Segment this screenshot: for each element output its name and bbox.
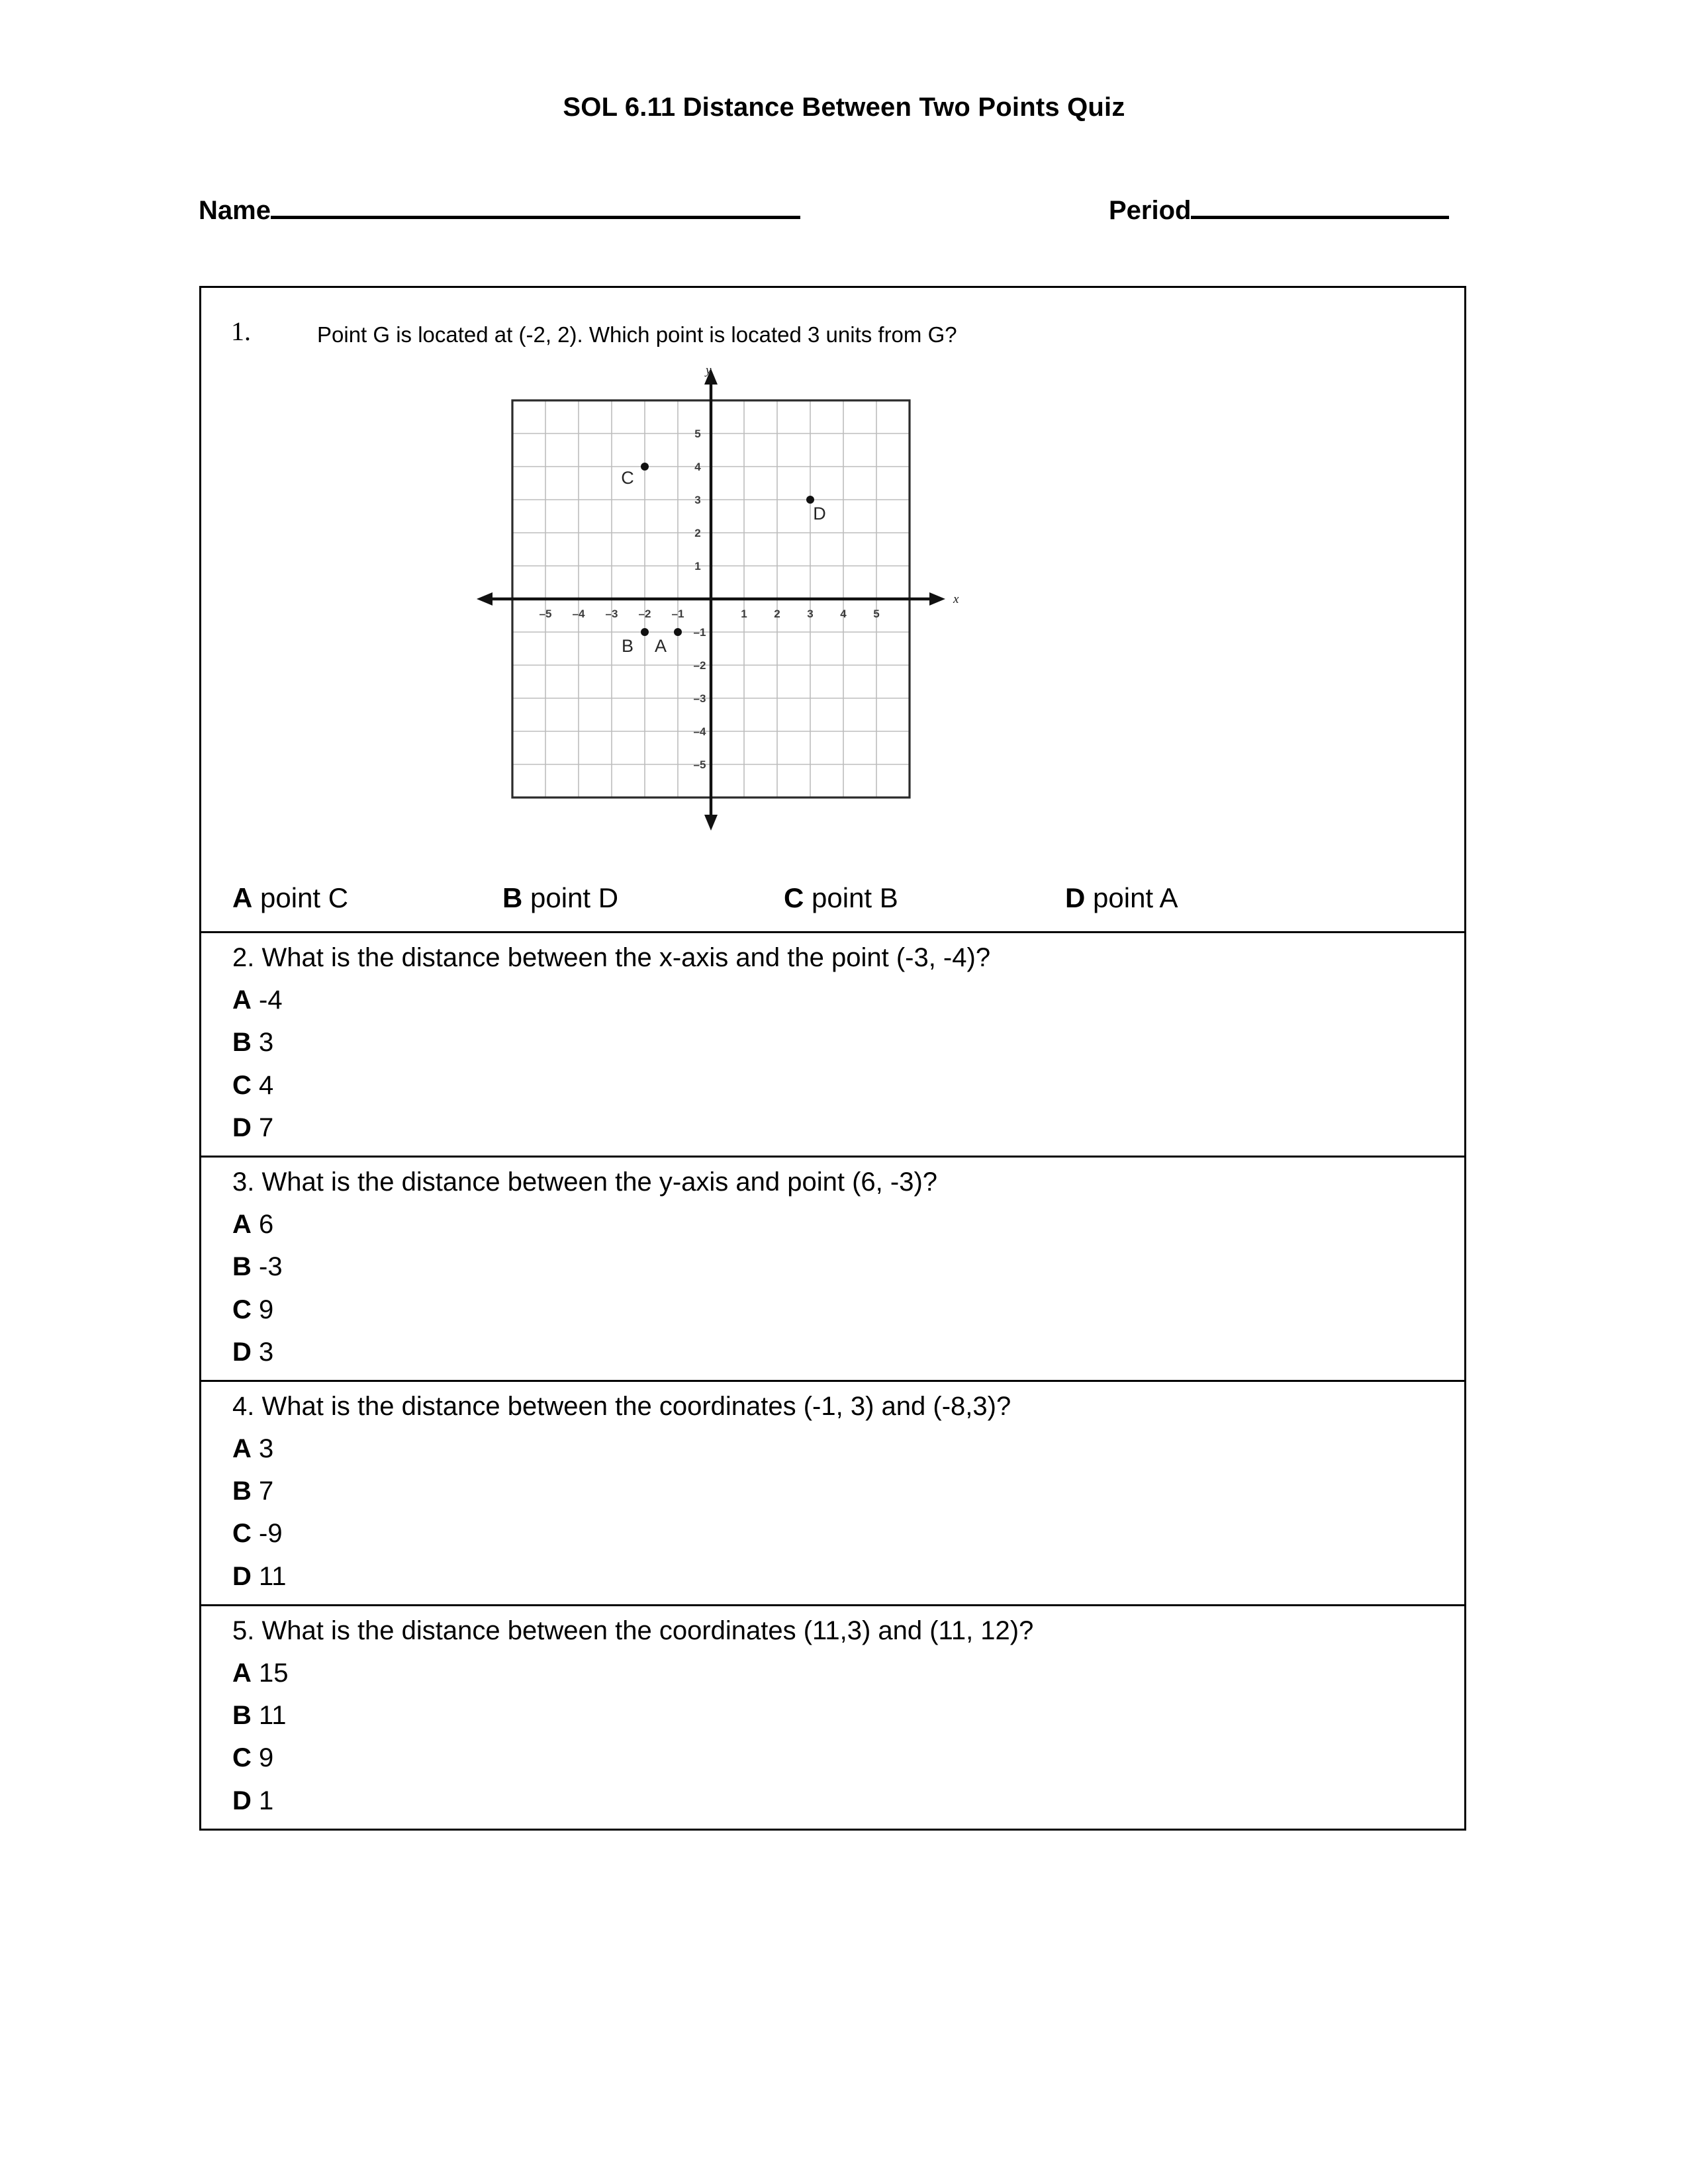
option-text: 6 xyxy=(259,1210,274,1240)
option-text: point B xyxy=(812,882,898,913)
question-4-option-d[interactable] xyxy=(201,1561,1464,1592)
option-letter: D xyxy=(232,1786,252,1815)
option-letter: A xyxy=(232,882,253,913)
option-letter: A xyxy=(232,1210,252,1240)
option-letter: C xyxy=(232,1295,252,1324)
option-letter: B xyxy=(232,1477,252,1506)
coordinate-plane-graph xyxy=(473,367,976,831)
question-1-option-d[interactable] xyxy=(1065,882,1178,914)
option-letter: B xyxy=(232,1028,252,1058)
name-input[interactable] xyxy=(271,191,800,219)
option-text: 7 xyxy=(259,1477,274,1506)
option-letter: A xyxy=(232,985,252,1015)
question-1-row xyxy=(201,288,1464,933)
option-text: -9 xyxy=(259,1519,283,1549)
point-D-marker xyxy=(806,496,814,504)
point-C-marker xyxy=(641,463,649,471)
option-letter: B xyxy=(232,1252,252,1282)
x-axis-label: x xyxy=(953,592,959,606)
question-2-option-d[interactable] xyxy=(201,1113,1464,1144)
svg-text:5: 5 xyxy=(694,428,701,440)
question-2-row xyxy=(201,933,1464,1158)
svg-text:–3: –3 xyxy=(605,608,618,620)
page-title: SOL 6.11 Distance Between Two Points Quiz xyxy=(563,93,1125,122)
option-text: 1 xyxy=(259,1786,274,1815)
option-text: 3 xyxy=(259,1028,274,1058)
question-4-stem: 4. What is the distance between the coordinates (-1, 3) and (-8,3)? xyxy=(232,1391,1011,1421)
svg-text:–4: –4 xyxy=(572,608,585,620)
question-3-row xyxy=(201,1158,1464,1382)
svg-text:–1: –1 xyxy=(693,626,706,639)
question-3-option-d[interactable] xyxy=(201,1337,1464,1368)
question-5-stem: 5. What is the distance between the coordinates (11,3) and (11, 12)? xyxy=(232,1615,1034,1645)
svg-text:4: 4 xyxy=(694,461,701,473)
coordinate-grid-svg xyxy=(473,367,976,831)
option-letter: C xyxy=(232,1519,252,1549)
question-1-options xyxy=(201,882,1464,922)
option-text: 11 xyxy=(259,1561,287,1591)
svg-text:3: 3 xyxy=(694,494,701,506)
question-5-option-d[interactable] xyxy=(201,1786,1464,1817)
question-1-stem: Point G is located at (-2, 2). Which point is located 3 units from G? xyxy=(317,322,957,347)
question-4-option-c[interactable] xyxy=(201,1518,1464,1549)
question-5-option-a[interactable] xyxy=(201,1658,1464,1689)
option-text: 15 xyxy=(259,1659,289,1688)
svg-text:2: 2 xyxy=(694,527,701,539)
svg-text:–5: –5 xyxy=(693,758,706,771)
option-letter: C xyxy=(784,882,804,913)
option-text: -3 xyxy=(259,1252,283,1282)
option-text: 3 xyxy=(259,1337,274,1367)
option-text: 11 xyxy=(259,1701,287,1731)
svg-text:3: 3 xyxy=(807,608,814,620)
option-letter: D xyxy=(232,1337,252,1367)
option-letter: A xyxy=(232,1434,252,1464)
option-letter: B xyxy=(502,882,523,913)
name-field-group xyxy=(199,191,800,226)
question-2-option-c[interactable] xyxy=(201,1070,1464,1101)
option-text: 7 xyxy=(259,1113,274,1142)
question-2-option-b[interactable] xyxy=(201,1027,1464,1058)
question-4-option-a[interactable] xyxy=(201,1433,1464,1465)
question-4-option-b[interactable] xyxy=(201,1476,1464,1507)
question-1-option-a[interactable] xyxy=(232,882,348,914)
question-1-option-b[interactable] xyxy=(502,882,618,914)
question-3-option-b[interactable] xyxy=(201,1251,1464,1283)
option-letter: D xyxy=(1065,882,1086,913)
question-3-option-a[interactable] xyxy=(201,1209,1464,1240)
svg-text:1: 1 xyxy=(694,560,701,572)
question-3-option-c[interactable] xyxy=(201,1295,1464,1326)
question-5-option-c[interactable] xyxy=(201,1743,1464,1774)
option-text: point A xyxy=(1093,882,1178,913)
option-text: -4 xyxy=(259,985,283,1015)
svg-text:–1: –1 xyxy=(671,608,684,620)
student-info-row xyxy=(199,191,1476,237)
option-letter: D xyxy=(232,1561,252,1591)
svg-text:2: 2 xyxy=(774,608,780,620)
question-2-stem: 2. What is the distance between the x-axis and the point (-3, -4)? xyxy=(232,943,991,972)
svg-text:–4: –4 xyxy=(693,725,706,738)
option-letter: A xyxy=(232,1659,252,1688)
svg-text:–2: –2 xyxy=(638,608,651,620)
period-label: Period xyxy=(1109,196,1192,225)
question-4-row xyxy=(201,1382,1464,1606)
period-field-group xyxy=(1109,191,1449,226)
svg-text:5: 5 xyxy=(873,608,880,620)
name-label: Name xyxy=(199,196,271,225)
option-letter: C xyxy=(232,1743,252,1773)
question-5-row xyxy=(201,1606,1464,1829)
option-text: point C xyxy=(260,882,349,913)
svg-text:4: 4 xyxy=(840,608,847,620)
option-text: 9 xyxy=(259,1743,274,1773)
svg-text:–3: –3 xyxy=(693,692,706,705)
point-A-marker xyxy=(674,628,682,636)
svg-text:–5: –5 xyxy=(539,608,552,620)
question-5-option-b[interactable] xyxy=(201,1700,1464,1731)
point-D-label: D xyxy=(813,504,826,523)
option-text: 9 xyxy=(259,1295,274,1324)
svg-text:–2: –2 xyxy=(693,659,706,672)
option-letter: D xyxy=(232,1113,252,1142)
option-text: point D xyxy=(530,882,619,913)
point-B-label: B xyxy=(621,636,634,656)
question-1-option-c[interactable] xyxy=(784,882,898,914)
svg-text:1: 1 xyxy=(741,608,747,620)
point-A-label: A xyxy=(654,636,667,656)
y-axis-label: y xyxy=(706,367,712,377)
question-2-option-a[interactable] xyxy=(201,985,1464,1016)
option-text: 4 xyxy=(259,1070,274,1100)
point-B-marker xyxy=(641,628,649,636)
point-C-label: C xyxy=(621,468,634,488)
option-text: 3 xyxy=(259,1434,274,1464)
question-3-stem: 3. What is the distance between the y-axis and point (6, -3)? xyxy=(232,1167,938,1197)
option-letter: B xyxy=(232,1701,252,1731)
question-1-number: 1. xyxy=(231,316,251,346)
questions-table xyxy=(199,286,1466,1831)
option-letter: C xyxy=(232,1070,252,1100)
period-input[interactable] xyxy=(1191,191,1449,219)
